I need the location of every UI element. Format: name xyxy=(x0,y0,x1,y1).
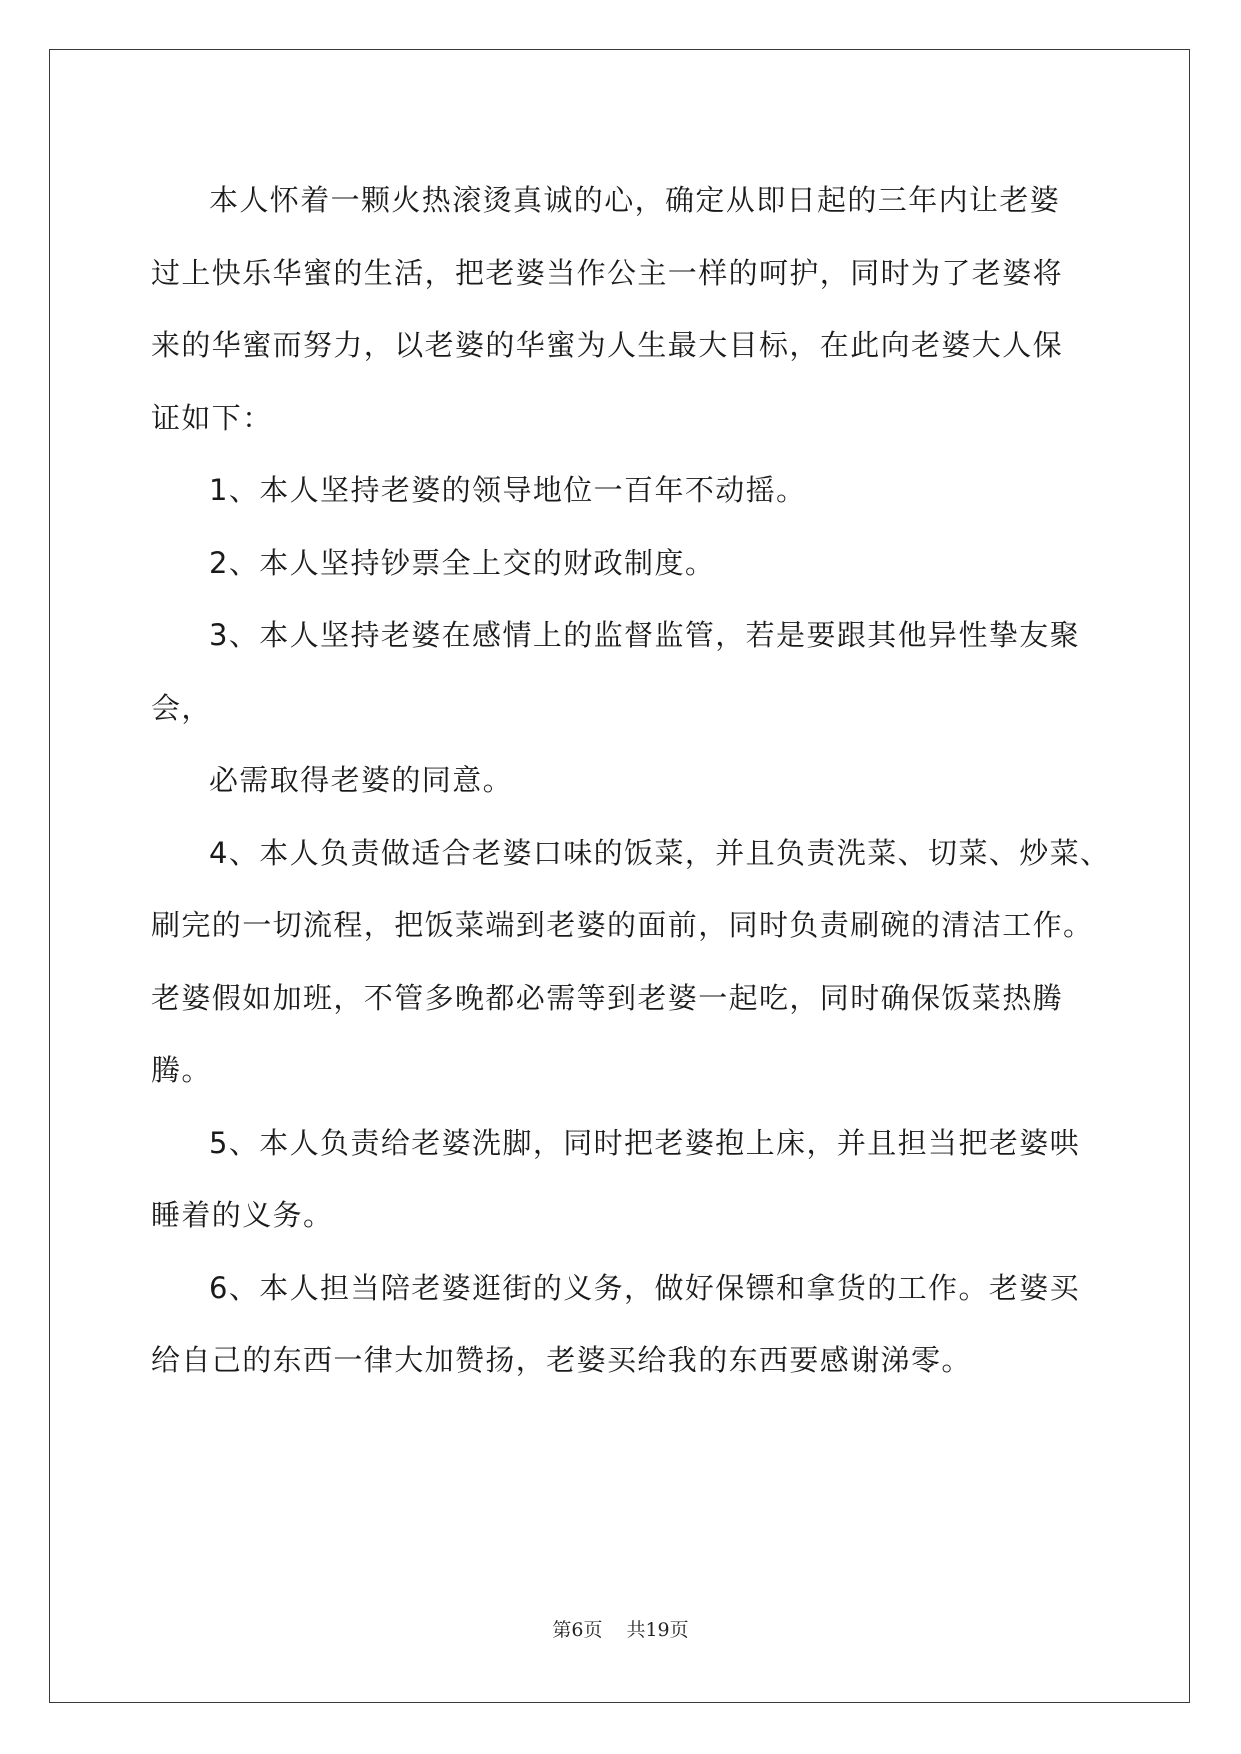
text-line: 来的华蜜而努力，以老婆的华蜜为人生最大目标，在此向老婆大人保 xyxy=(151,328,1064,362)
text-line: 3、本人坚持老婆在感情上的监督监管，若是要跟其他异性挚友聚 xyxy=(209,618,1081,652)
total-pages-label: 共19页 xyxy=(626,1619,689,1641)
text-line: 6、本人担当陪老婆逛街的义务，做好保镖和拿货的工作。老婆买 xyxy=(209,1270,1081,1305)
text-line: 会， xyxy=(151,690,212,725)
text-line: 腾。 xyxy=(151,1053,212,1087)
text-line: 老婆假如加班，不管多晚都必需等到老婆一起吃，同时确保饭菜热腾 xyxy=(151,980,1064,1015)
text-line: 刷完的一切流程，把饭菜端到老婆的面前，同时负责刷碗的清洁工作。 xyxy=(151,908,1094,942)
text-line: 睡着的义务。 xyxy=(151,1198,334,1232)
text-line: 2、本人坚持钞票全上交的财政制度。 xyxy=(209,545,716,580)
text-line: 本人怀着一颗火热滚烫真诚的心，确定从即日起的三年内让老婆 xyxy=(209,183,1061,217)
text-line: 5、本人负责给老婆洗脚，同时把老婆抱上床，并且担当把老婆哄 xyxy=(209,1125,1081,1160)
text-line: 1、本人坚持老婆的领导地位一百年不动摇。 xyxy=(209,473,807,507)
text-line: 必需取得老婆的同意。 xyxy=(209,763,514,797)
current-page-label: 第6页 xyxy=(552,1619,603,1641)
text-line: 证如下： xyxy=(151,400,273,435)
text-line: 过上快乐华蜜的生活，把老婆当作公主一样的呵护，同时为了老婆将 xyxy=(151,255,1064,290)
document-body xyxy=(151,164,1111,1397)
text-line: 给自己的东西一律大加赞扬，老婆买给我的东西要感谢涕零。 xyxy=(151,1343,972,1377)
page-footer xyxy=(0,1615,1241,1642)
text-line: 4、本人负责做适合老婆口味的饭菜，并且负责洗菜、切菜、炒菜、 xyxy=(209,835,1111,870)
